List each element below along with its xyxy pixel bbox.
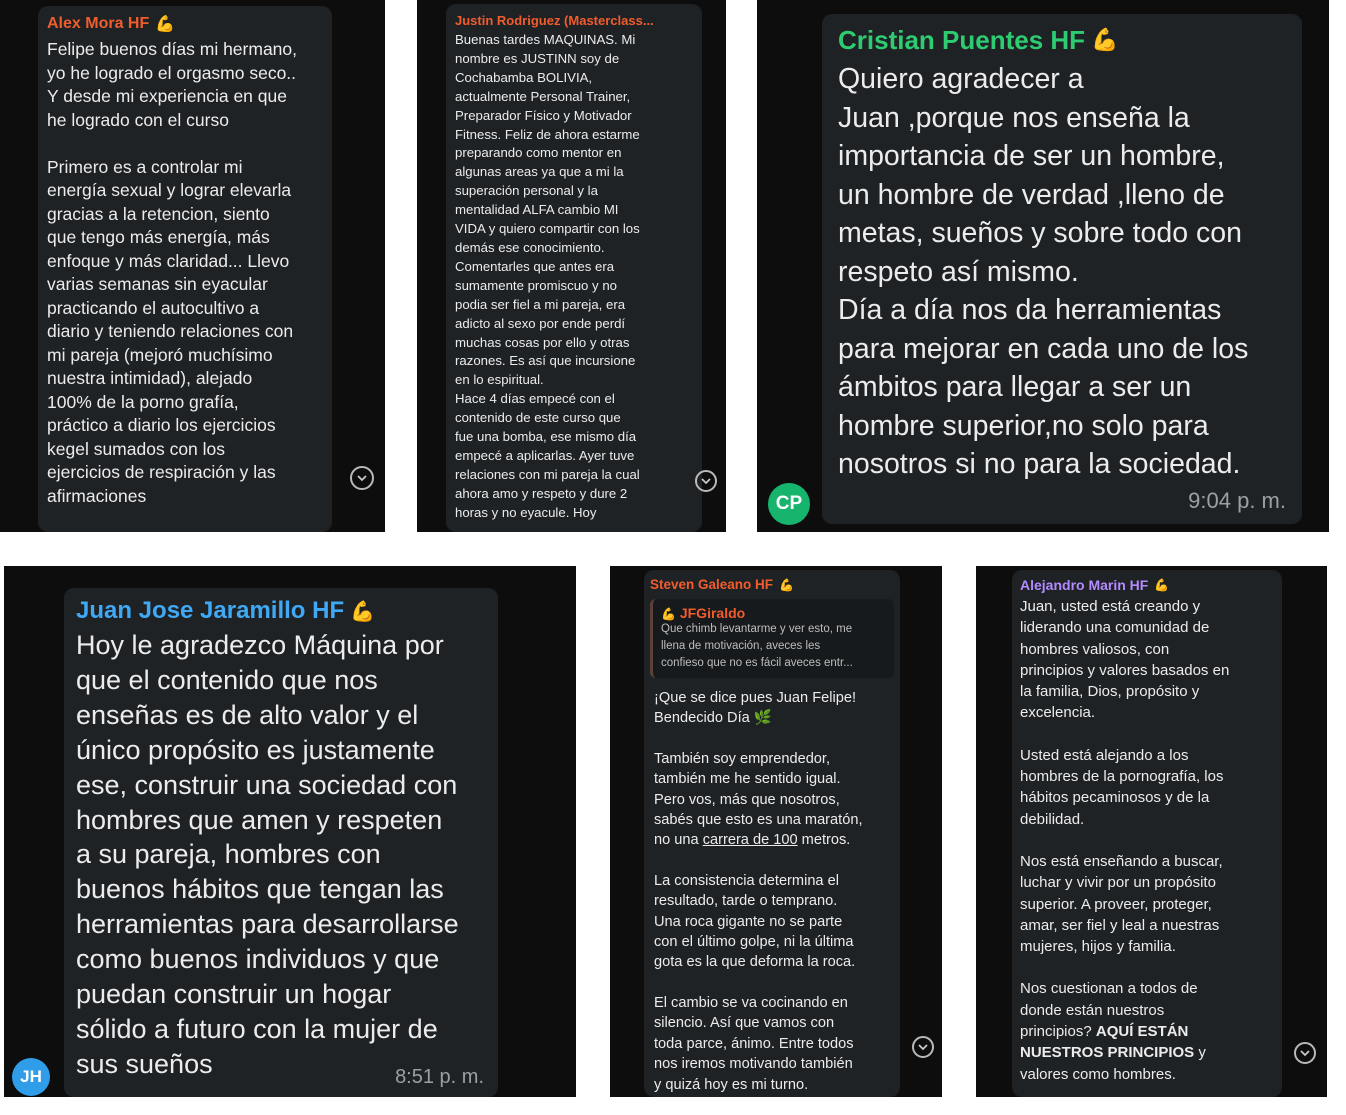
herb-icon: 🌿 xyxy=(753,710,772,727)
chevron-down-icon[interactable] xyxy=(350,466,374,490)
underlined-text: carrera de 100 xyxy=(702,832,798,849)
chat-panel-alex xyxy=(0,0,385,532)
chat-panel-juan-jose xyxy=(4,566,576,1097)
message-timestamp: 8:51 p. m. xyxy=(395,1066,484,1088)
message-text: Quiero agradecer a Juan ,porque nos enseña la importancia de ser un hombre, un hombre de verdad ,lleno de metas, sueños y sobre todo con respeto así mismo. Día a día nos da herramientas para mejorar en cada uno de los ámbitos para llegar a ser un hombre superior,no solo para nosotros si no para la sociedad. xyxy=(838,63,1249,480)
sender-name[interactable]: Justin Rodriguez (Masterclass... xyxy=(455,12,654,28)
sender-name[interactable]: Juan Jose Jaramillo HF 💪 xyxy=(76,597,376,624)
quoted-text: Que chimb levantarme y ver esto, me llena de motivación, aveces les confieso que no es fácil aveces entr... xyxy=(661,623,853,669)
message-bubble-steven[interactable] xyxy=(644,570,900,1097)
chevron-down-icon[interactable] xyxy=(912,1036,934,1058)
chat-panel-steven xyxy=(610,566,942,1097)
chevron-down-icon[interactable] xyxy=(695,470,717,492)
avatar[interactable]: CP xyxy=(768,483,810,525)
flexed-arm-icon: 💪 xyxy=(155,16,176,33)
sender-name[interactable]: Cristian Puentes HF 💪 xyxy=(838,24,1119,55)
chat-panel-justin xyxy=(417,0,726,532)
flexed-arm-icon: 💪 xyxy=(1154,577,1170,592)
flexed-arm-icon: 💪 xyxy=(1091,27,1119,52)
message-bubble-juan-jose[interactable] xyxy=(64,588,498,1097)
sender-name[interactable]: Alejandro Marin HF 💪 xyxy=(1020,576,1170,593)
message-text: Felipe buenos días mi hermano, yo he logrado el orgasmo seco.. Y desde mi experiencia en que he logrado con el curso Primero es a controlar mi energía sexual y lograr elevarla gracias a la retencion, siento que tengo más energía, más enfoque y más claridad... Llevo varias semanas sin eyacular practicando el autocultivo a diario y teniendo relaciones con mi pareja (mejoró muchísimo nuestra intimidad), alejado 100% de la porno grafía, práctico a diario los ejercicios kegel sumados con los ejercicios de respiración y las afirmaciones xyxy=(47,39,297,506)
flexed-arm-icon: 💪 xyxy=(661,607,676,621)
message-timestamp: 9:04 p. m. xyxy=(1188,488,1286,513)
sender-name[interactable]: Alex Mora HF 💪 xyxy=(47,15,176,33)
chat-panel-cristian xyxy=(757,0,1329,532)
chat-panel-alejandro xyxy=(976,566,1327,1097)
quoted-message[interactable] xyxy=(650,599,894,678)
message-text: ¡Que se dice pues Juan Felipe! Bendecido Día 🌿 También soy emprendedor, también me he sentido igual. Pero vos, más que nosotros, sabés que esto es una maratón, no una carrera de 100 metros. La consistencia determina el resultado, tarde o temprano. Una roca gigante no se parte con el último golpe, ni la última gota es la que deforma la roca. El cambio se va cocinando en silencio. Así que vamos con toda parce, ánimo. Entre todos nos iremos motivando también y quizá hoy es mi turno. xyxy=(654,690,863,1093)
sender-name[interactable]: Steven Galeano HF 💪 xyxy=(650,577,794,592)
bold-text: AQUÍ ESTÁN NUESTROS PRINCIPIOS xyxy=(1020,1023,1195,1062)
message-text: Hoy le agradezco Máquina por que el contenido que nos enseñas es de alto valor y el único propósito es justamente ese, construir una sociedad con hombres que amen y respeten a su pareja, hombres con buenos hábitos que tengan las herramientas para desarrollarse como buenos individuos y que puedan construir un hogar sólido a futuro con la mujer de sus sueños xyxy=(76,630,459,1079)
message-bubble-alejandro[interactable] xyxy=(1012,570,1282,1097)
quoted-sender-name: JFGiraldo xyxy=(679,605,746,621)
message-text: Juan, usted está creando y liderando una comunidad de hombres valiosos, con principios y valores basados en la familia, Dios, propósito y excelencia. Usted está alejando a los hombres de la pornografía, los hábitos pecaminosos y de la debilidad. Nos está enseñando a buscar, luchar y vivir por un propósito superior. A proveer, proteger, amar, ser fiel y leal a nuestras mujeres, hijos y familia. Nos cuestionan a todos de donde están nuestros principios? AQUÍ ESTÁN NUESTROS PRINCIPIOS y valores como hombres. xyxy=(1020,598,1230,1083)
avatar[interactable]: JH xyxy=(12,1058,50,1096)
message-text: Buenas tardes MAQUINAS. Mi nombre es JUSTINN soy de Cochabamba BOLIVIA, actualmente Personal Trainer, Preparador Físico y Motivador Fitness. Feliz de ahora estarme preparando como mentor en algunas areas ya que a mi la superación personal y la mentalidad ALFA cambio MI VIDA y quiero compartir con los demás ese conocimiento. Comentarles que antes era sumamente promiscuo y no podia ser fiel a mi pareja, era adicto al sexo por ende perdí muchas cosas por ello y otras razones. Es así que incursione en lo espiritual. Hace 4 días empecé con el contenido de este curso que fue una bomba, ese mismo día empecé a aplicarlas. Ayer tuve relaciones con mi pareja la cual ahora amo y respeto y dure 2 horas y no eyacule. Hoy xyxy=(455,32,640,520)
chevron-down-icon[interactable] xyxy=(1294,1042,1316,1064)
message-bubble-justin[interactable] xyxy=(446,4,702,532)
flexed-arm-icon: 💪 xyxy=(779,577,794,592)
flexed-arm-icon: 💪 xyxy=(350,600,376,623)
message-bubble-cristian[interactable] xyxy=(822,14,1302,524)
message-bubble-alex[interactable] xyxy=(38,6,332,532)
